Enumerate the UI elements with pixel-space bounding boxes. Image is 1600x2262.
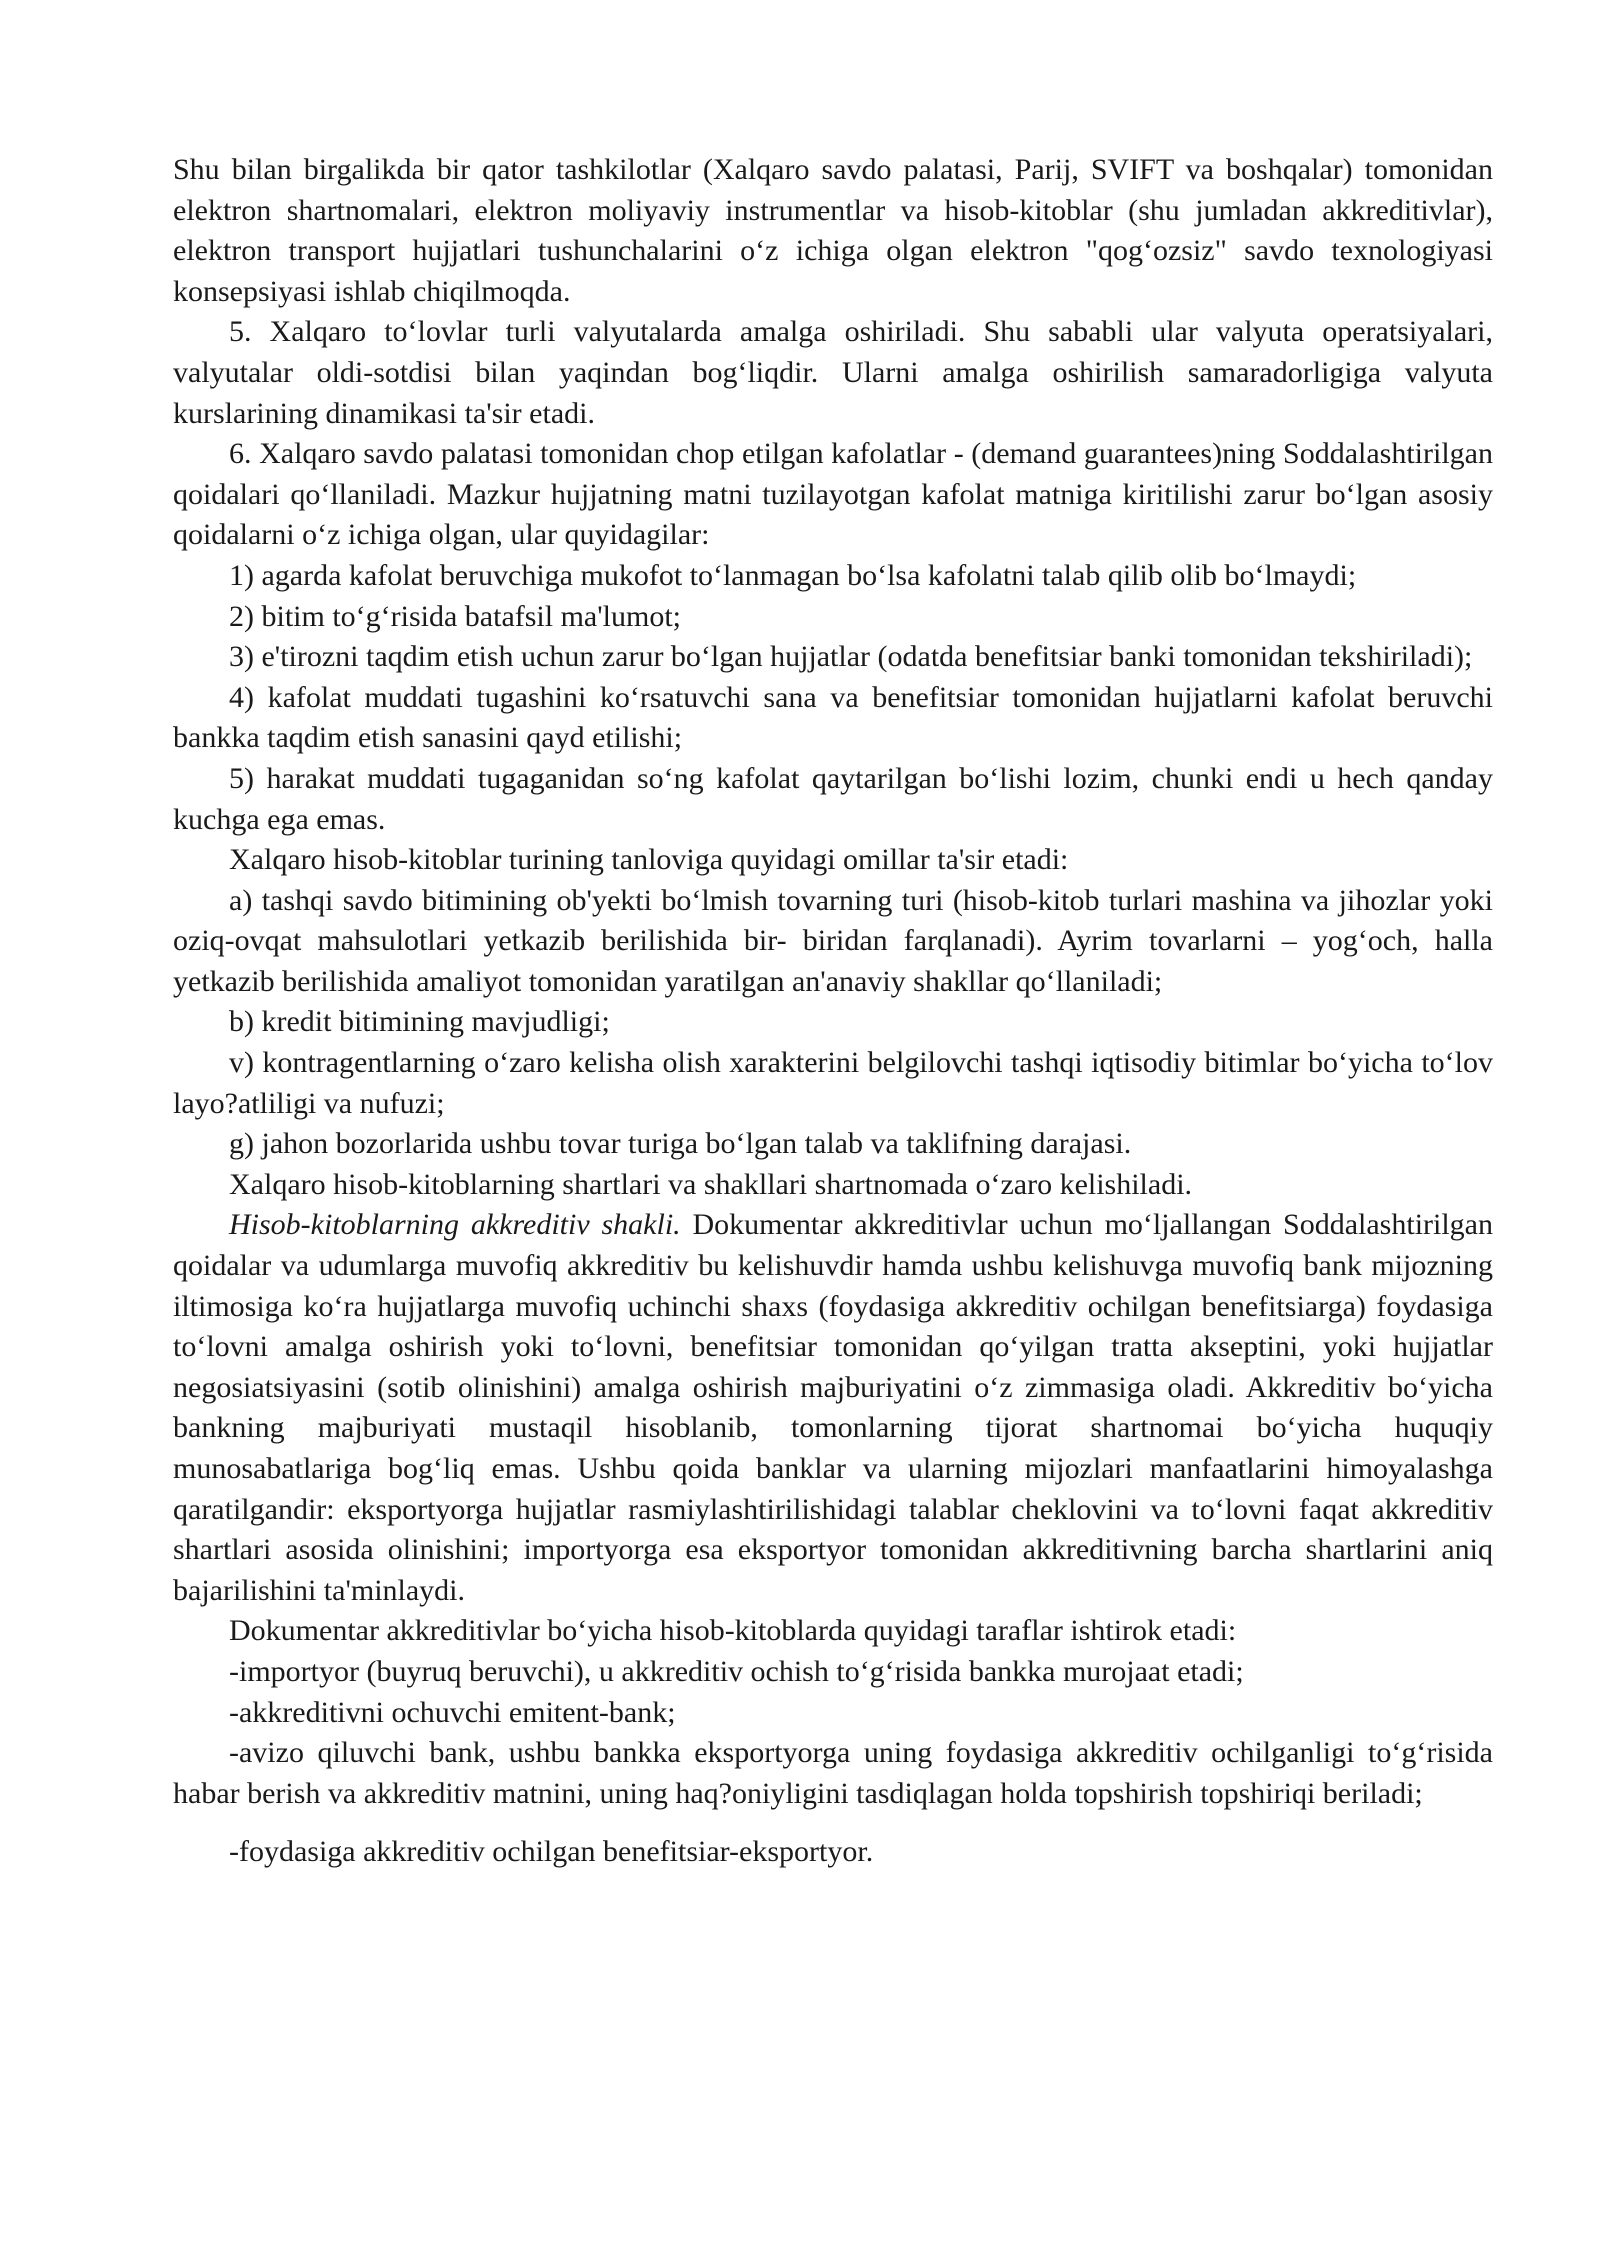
list-item-b: b) kredit bitimining mavjudligi;: [229, 1005, 610, 1039]
list-item-g: g) jahon bozorlarida ushbu tovar turiga bo‘lgan talab va taklifning darajasi.: [229, 1127, 1132, 1161]
paragraph-item-6: 6. Xalqaro savdo palatasi tomonidan chop etilgan kafolatlar - (demand guarantees)ning Soddalashtirilgan qoidalari qo‘llaniladi. Mazkur hujjatning matni tuzilayotgan kafolat matniga kiritilishi zarur bo‘lgan asosiy qoidalarni o‘z ichiga olgan, ular quyidagilar:: [173, 437, 1493, 552]
paragraph-intro: Shu bilan birgalikda bir qator tashkilotlar (Xalqaro savdo palatasi, Parij, SVIFT va boshqalar) tomonidan elektron shartnomalari, elektron moliyaviy instrumentlar va hisob-kitoblar (shu jumladan akkreditivlar), elektron transport hujjatlari tushunchalarini o‘z ichiga olgan elektron "qog‘ozsiz" savdo texnologiyasi konsepsiyasi ishlab chiqilmoqda.: [173, 153, 1493, 308]
list-item-importer: -importyor (buyruq beruvchi), u akkreditiv ochish to‘g‘risida bankka murojaat etadi;: [229, 1654, 1244, 1688]
paragraph-item-5: 5. Xalqaro to‘lovlar turli valyutalarda amalga oshiriladi. Shu sababli ular valyuta operatsiyalari, valyutalar oldi-sotdisi bilan yaqindan bog‘liqdir. Ularni amalga oshirilish samaradorligiga valyuta kurslarining dinamikasi ta'sir etadi.: [173, 315, 1493, 430]
list-item-4: 4) kafolat muddati tugashini ko‘rsatuvchi sana va benefitsiar tomonidan hujjatlarni kafolat beruvchi bankka taqdim etish sanasini qayd etilishi;: [173, 680, 1493, 755]
paragraph-factors-heading: Xalqaro hisob-kitoblar turining tanloviga quyidagi omillar ta'sir etadi:: [229, 843, 1069, 877]
list-item-1: 1) agarda kafolat beruvchiga mukofot to‘lanmagan bo‘lsa kafolatni talab qilib olib bo‘lmaydi;: [229, 558, 1357, 592]
paragraph-letter-of-credit: [173, 1205, 1493, 1611]
paragraph-letter-of-credit-body: Dokumentar akkreditivlar uchun mo‘ljallangan Soddalashtirilgan qoidalar va udumlarga muvofiq akkreditiv bu kelishuvdir hamda ushbu kelishuvga muvofiq bank mijozning iltimosiga ko‘ra hujjatlarga muvofiq uchinchi shaxs (foydasiga akkreditiv ochilgan benefitsiarga) foydasiga to‘lovni amalga oshirish yoki to‘lovni, benefitsiar tomonidan qo‘yilgan tratta akseptini, yoki hujjatlar negosiatsiyasini (sotib olinishini) amalga oshirish majburiyatini o‘z zimmasiga oladi. Akkreditiv bo‘yicha bankning majburiyati mustaqil hisoblanib, tomonlarning tijorat shartnomai bo‘yicha huquqiy munosabatlariga bog‘liq emas. Ushbu qoida banklar va ularning mijozlari manfaatlarini himoyalashga qaratilgandir: eksportyorga hujjatlar rasmiylashtirilishidagi talablar cheklovini va to‘lovni faqat akkreditiv shartlari asosida olinishini; importyorga esa eksportyor tomonidan akkreditivning barcha shartlarini aniq bajarilishini ta'minlaydi.: [173, 1208, 1493, 1607]
section-heading-italic: Hisob-kitoblarning akkreditiv shakli.: [229, 1208, 681, 1242]
list-item-5: 5) harakat muddati tugaganidan so‘ng kafolat qaytarilgan bo‘lishi lozim, chunki endi u hech qanday kuchga ega emas.: [173, 761, 1493, 836]
paragraph-parties-heading: Dokumentar akkreditivlar bo‘yicha hisob-kitoblarda quyidagi taraflar ishtirok etadi:: [229, 1614, 1237, 1648]
paragraph-terms: Xalqaro hisob-kitoblarning shartlari va shakllari shartnomada o‘zaro kelishiladi.: [229, 1167, 1193, 1201]
list-item-3: 3) e'tirozni taqdim etish uchun zarur bo‘lgan hujjatlar (odatda benefitsiar banki tomonidan tekshiriladi);: [229, 640, 1473, 674]
list-item-2: 2) bitim to‘g‘risida batafsil ma'lumot;: [229, 599, 681, 633]
list-item-a: a) tashqi savdo bitimining ob'yekti bo‘lmish tovarning turi (hisob-kitob turlari mashina va jihozlar yoki oziq-ovqat mahsulotlari yetkazib berilishida bir- biridan farqlanadi). Ayrim tovarlarni – yog‘och, halla yetkazib berilishida amaliyot tomonidan yaratilgan an'anaviy shakllar qo‘llaniladi;: [173, 883, 1493, 998]
list-item-issuing-bank: -akkreditivni ochuvchi emitent-bank;: [229, 1695, 676, 1729]
document-page: [173, 150, 1493, 1873]
list-item-beneficiary: -foydasiga akkreditiv ochilgan benefitsiar-eksportyor.: [229, 1835, 874, 1869]
list-item-v: v) kontragentlarning o‘zaro kelisha olish xarakterini belgilovchi tashqi iqtisodiy bitimlar bo‘yicha to‘lov layo?atliligi va nufuzi;: [173, 1046, 1493, 1120]
list-item-advising-bank: -avizo qiluvchi bank, ushbu bankka eksportyorga uning foydasiga akkreditiv ochilganligi to‘g‘risida habar berish va akkreditiv matnini, uning haq?oniyligini tasdiqlagan holda topshirish topshiriqi beriladi;: [173, 1736, 1493, 1810]
